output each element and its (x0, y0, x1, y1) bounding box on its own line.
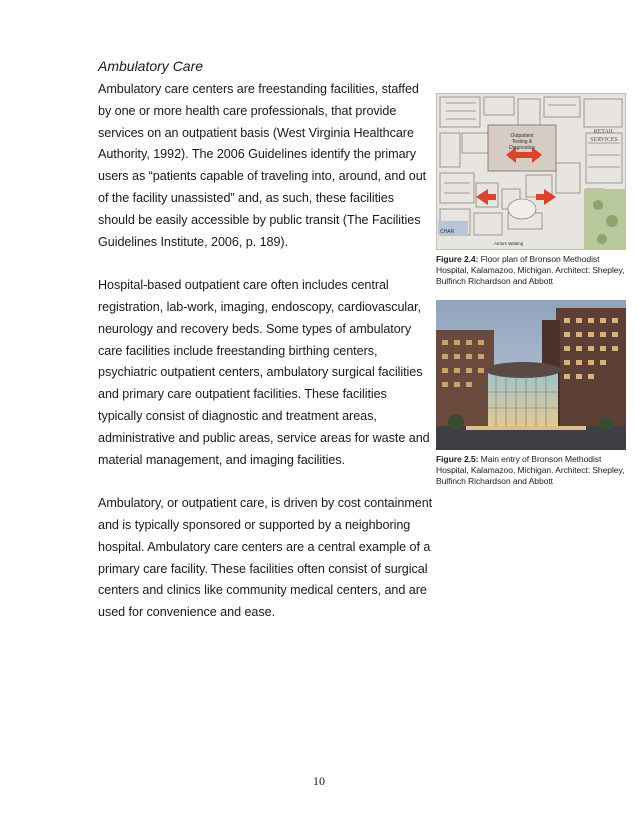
floor-plan-image (436, 93, 626, 250)
figure-2-5-caption (436, 454, 626, 487)
body-text (98, 79, 434, 646)
figure-2-4-label: Figure 2.4: (436, 254, 479, 264)
section-heading: Ambulatory Care (98, 58, 204, 74)
plan-label-corner: CHAR (440, 229, 455, 235)
hospital-entry-photo (436, 300, 626, 450)
figure-2-5-label: Figure 2.5: (436, 454, 479, 464)
figure-2-4-caption (436, 254, 626, 287)
plan-label-right: RETAIL SERVICES (590, 129, 618, 143)
paragraph-3: Ambulatory, or outpatient care, is driven by cost containment and is typically sponsored or supported by a neighboring hospital. Ambulatory care centers are a central example of a primary care facility. These facilities often consist of surgical centers and clinics like community medical centers, and are used for convenience and ease. (98, 496, 433, 620)
plan-label-bottom: Atrium Waiting (494, 241, 524, 246)
paragraph-1: Ambulatory care centers are freestanding facilities, staffed by one or more health care professionals, that provide services on an outpatient basis (West Virginia Healthcare Authority, 1992). The 2006 Guidelines identify the primary users as “patients capable of traveling into, around, and out of the facility unassisted” and, as such, these facilities should be easily accessible by public transit (The Facilities Guidelines Institute, 2006, p. 189). (98, 82, 427, 249)
plan-label-center: Outpatient Testing & Diagnostics (509, 133, 535, 151)
page-number: 10 (313, 774, 325, 788)
figure-2-4-text: Floor plan of Bronson Methodist Hospital, Kalamazoo, Michigan. Architect: Shepley, Bulfinch Richardson and Abbott (436, 254, 625, 286)
paragraph-2: Hospital-based outpatient care often includes central registration, lab-work, imaging, endoscopy, cardiovascular, neurology and recovery beds. Some types of ambulatory care facilities include freestanding birthing centers, psychiatric outpatient centers, ambulatory surgical facilities and primary care outpatient facilities. These facilities typically consist of diagnostic and treatment areas, administrative and public areas, service areas for waste and material management, and imaging facilities. (98, 278, 430, 467)
figure-2-5-text: Main entry of Bronson Methodist Hospital, Kalamazoo, Michigan. Architect: Shepley, Bulfinch Richardson and Abbott (436, 454, 625, 486)
